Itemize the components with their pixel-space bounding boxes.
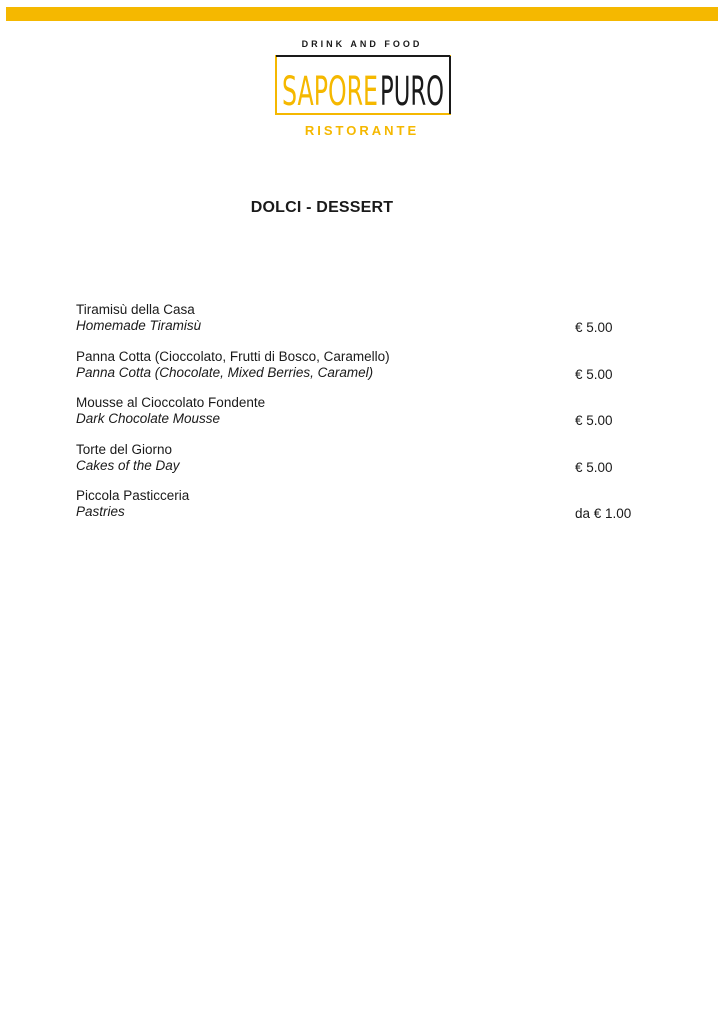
menu-item [76, 302, 646, 349]
item-translation: Panna Cotta (Chocolate, Mixed Berries, Caramel) [76, 364, 374, 380]
menu-item [76, 395, 646, 442]
item-translation: Homemade Tiramisù [76, 318, 202, 333]
logo-name-puro: PURO [380, 69, 444, 115]
menu-item [76, 349, 646, 396]
menu-item [76, 488, 646, 535]
section-title: DOLCI - DESSERT [250, 199, 394, 216]
item-price: € 5.00 [575, 320, 613, 335]
item-price: € 5.00 [575, 413, 613, 428]
logo-subtitle: RISTORANTE [304, 123, 420, 138]
top-accent-bar [6, 7, 718, 21]
logo-name-sapore: SAPORE [282, 69, 378, 115]
item-name: Tiramisù della Casa [76, 302, 195, 317]
item-translation: Pastries [76, 504, 125, 519]
item-name: Panna Cotta (Cioccolato, Frutti di Bosco, Caramello) [76, 348, 390, 364]
item-translation: Dark Chocolate Mousse [76, 411, 221, 426]
item-name: Torte del Giorno [76, 441, 173, 457]
item-price: € 5.00 [575, 366, 613, 382]
item-price: € 5.00 [575, 459, 613, 475]
item-name: Mousse al Cioccolato Fondente [76, 395, 266, 410]
item-name: Piccola Pasticceria [76, 488, 190, 503]
logo-tagline: DRINK AND FOOD [301, 39, 423, 49]
restaurant-logo [270, 34, 454, 144]
item-translation: Cakes of the Day [76, 457, 180, 473]
item-price: da € 1.00 [575, 506, 632, 521]
menu-item [76, 442, 646, 489]
dessert-menu-list [76, 302, 646, 535]
